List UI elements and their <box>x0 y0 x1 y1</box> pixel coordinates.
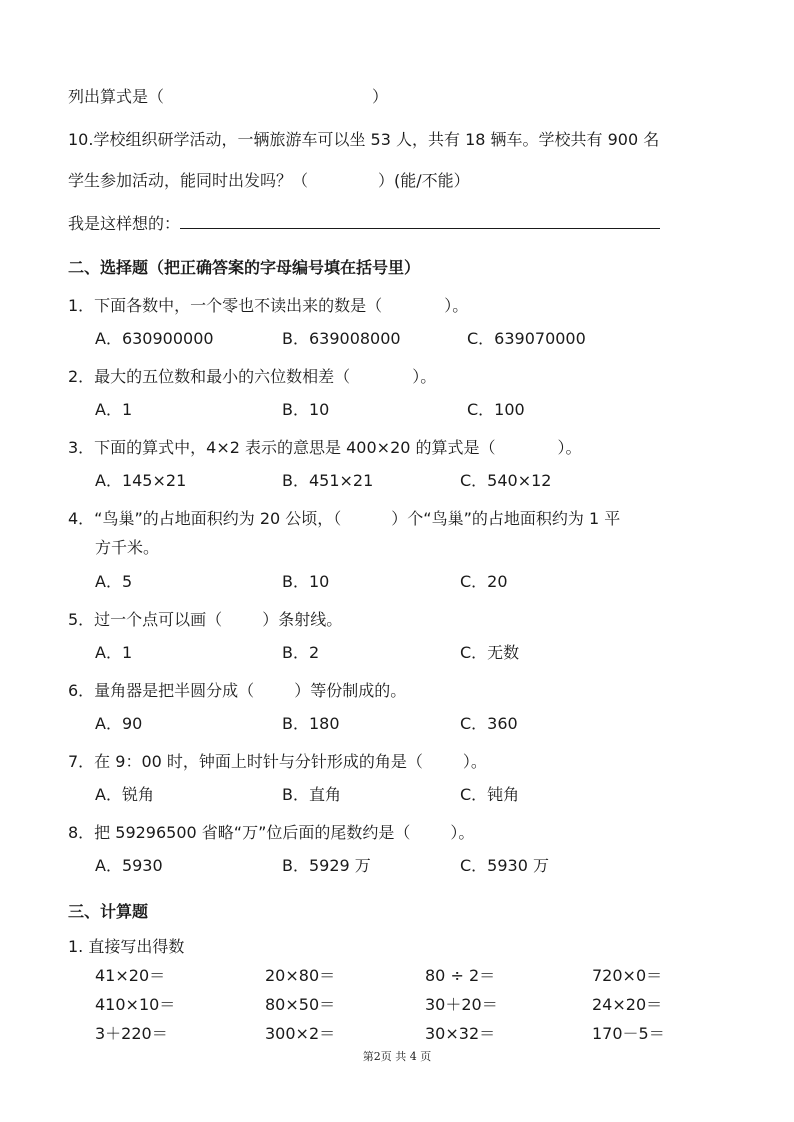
calc-r2-c4: 24×20＝ <box>592 995 663 1014</box>
q6-option-a: A．90 <box>95 714 143 733</box>
page-footer: 第2页 共 4 页 <box>362 1050 432 1063</box>
formula-line: 列出算式是（ ） <box>68 87 389 106</box>
q1-option-b: B．639008000 <box>282 329 401 348</box>
calc-r2-c2: 80×50＝ <box>265 995 336 1014</box>
calc-r1-c1: 41×20＝ <box>95 966 166 985</box>
question-7: 7．在 9：00 时，钟面上时针与分针形成的角是（ ）。 <box>68 752 487 771</box>
question-4: 4．“鸟巢”的占地面积约为 20 公顷，（ ）个“鸟巢”的占地面积约为 1 平 <box>68 509 621 528</box>
calc-r1-c4: 720×0＝ <box>592 966 663 985</box>
q4-option-a: A．5 <box>95 572 133 591</box>
calc-r1-c3: 80 ÷ 2＝ <box>425 966 496 985</box>
calc-r2-c3: 30＋20＝ <box>425 995 498 1014</box>
question-5: 5．过一个点可以画（ ）条射线。 <box>68 610 343 629</box>
calc-r3-c2: 300×2＝ <box>265 1024 336 1043</box>
q8-option-b: B．5929 万 <box>282 856 371 875</box>
q6-option-c: C．360 <box>460 714 518 733</box>
q6-option-b: B．180 <box>282 714 340 733</box>
q1-option-c: C．639070000 <box>467 329 586 348</box>
section2-title: 二、选择题（把正确答案的字母编号填在括号里） <box>68 258 421 277</box>
question-2: 2．最大的五位数和最小的六位数相差（ ）。 <box>68 367 437 386</box>
section3-title: 三、计算题 <box>68 902 149 921</box>
q5-option-a: A．1 <box>95 643 133 662</box>
q3-option-b: B．451×21 <box>282 471 374 490</box>
q10-think-line: 我是这样想的： <box>68 212 660 235</box>
section3-sub1: 1. 直接写出得数 <box>68 937 185 956</box>
q7-option-c: C．钝角 <box>460 785 520 804</box>
q4-option-b: B．10 <box>282 572 330 591</box>
q3-option-a: A．145×21 <box>95 471 187 490</box>
q5-option-b: B．2 <box>282 643 320 662</box>
question-3: 3．下面的算式中，4×2 表示的意思是 400×20 的算式是（ ）。 <box>68 438 582 457</box>
question-6: 6．量角器是把半圆分成（ ）等份制成的。 <box>68 681 407 700</box>
q7-option-b: B．直角 <box>282 785 341 804</box>
q2-option-c: C．100 <box>467 400 525 419</box>
q2-option-b: B．10 <box>282 400 330 419</box>
calc-r1-c2: 20×80＝ <box>265 966 336 985</box>
calc-r3-c4: 170－5＝ <box>592 1024 665 1043</box>
q10-line2: 学生参加活动，能同时出发吗？（ ）(能/不能） <box>68 171 470 190</box>
q7-option-a: A．锐角 <box>95 785 154 804</box>
q8-option-c: C．5930 万 <box>460 856 549 875</box>
question-1: 1．下面各数中，一个零也不读出来的数是（ ）。 <box>68 296 469 315</box>
calc-r3-c1: 3＋220＝ <box>95 1024 168 1043</box>
calc-r2-c1: 410×10＝ <box>95 995 176 1014</box>
q5-option-c: C．无数 <box>460 643 520 662</box>
q1-option-a: A．630900000 <box>95 329 214 348</box>
q3-option-c: C．540×12 <box>460 471 552 490</box>
answer-underline[interactable] <box>180 212 660 229</box>
q8-option-a: A．5930 <box>95 856 163 875</box>
q4-option-c: C．20 <box>460 572 508 591</box>
question-8: 8．把 59296500 省略“万”位后面的尾数约是（ ）。 <box>68 823 475 842</box>
q2-option-a: A．1 <box>95 400 133 419</box>
question-4-cont: 方千米。 <box>95 538 160 557</box>
calc-r3-c3: 30×32＝ <box>425 1024 496 1043</box>
q10-line1: 10.学校组织研学活动，一辆旅游车可以坐 53 人，共有 18 辆车。学校共有 900 名 <box>68 130 660 149</box>
